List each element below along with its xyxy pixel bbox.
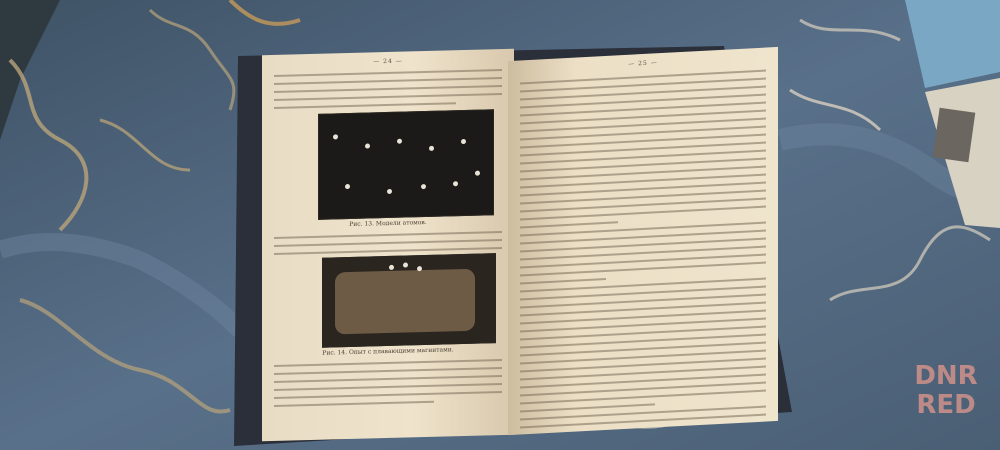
right-page xyxy=(508,47,778,435)
atom-models-photo xyxy=(318,109,494,220)
basin-shape xyxy=(335,269,475,335)
left-page-top-text xyxy=(274,69,502,115)
left-page xyxy=(262,49,514,442)
floating-magnets-photo xyxy=(322,253,496,348)
right-page-number: — 25 — xyxy=(628,59,658,68)
watermark-line-2: RED xyxy=(916,390,976,420)
figure-13-caption: Рис. 13. Модели атомов. xyxy=(349,218,427,229)
figure-14-caption: Рис. 14. Опыт с плавающими магнитами. xyxy=(322,346,454,357)
right-page-text xyxy=(520,70,766,436)
left-page-bottom-text xyxy=(274,359,502,413)
watermark-line-1: DNR xyxy=(914,361,978,391)
dnr-red-watermark xyxy=(906,362,986,432)
left-page-number: — 24 — xyxy=(373,57,403,66)
